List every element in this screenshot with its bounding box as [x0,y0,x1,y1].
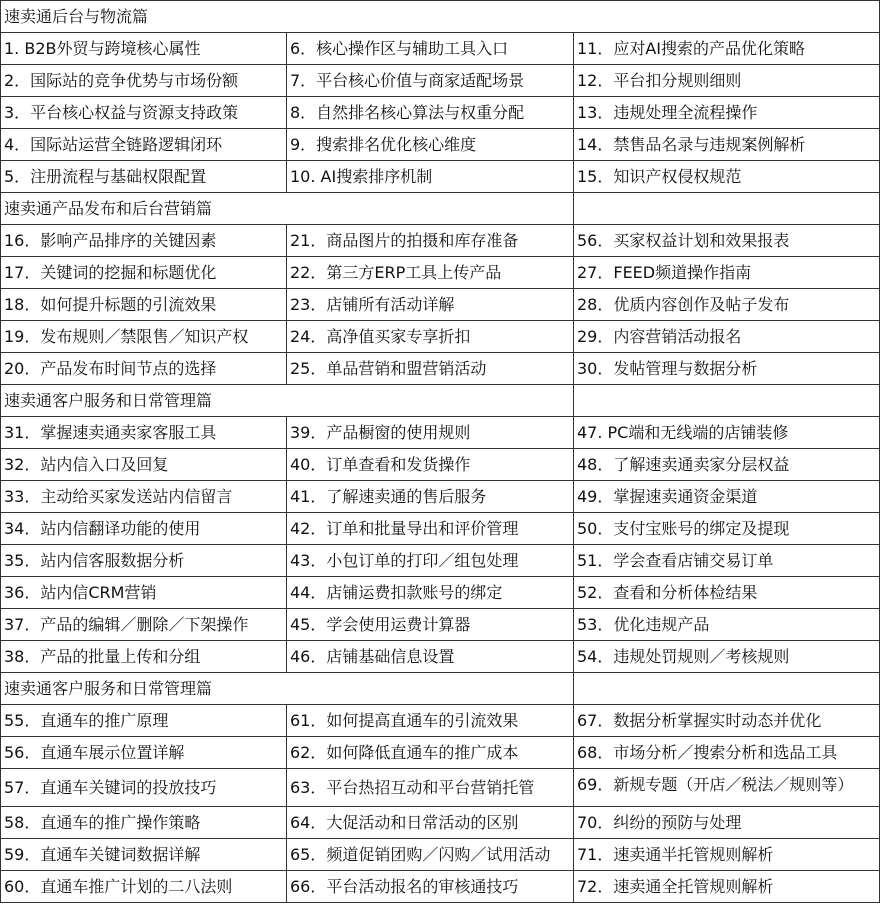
lesson-cell: 32．站内信入口及回复 [1,449,287,481]
section-title: 速卖通产品发布和后台营销篇 [1,193,574,225]
lesson-cell: 72．速卖通全托管规则解析 [574,871,880,903]
lesson-cell: 55．直通车的推广原理 [1,705,287,737]
lesson-cell: 50．支付宝账号的绑定及提现 [574,513,880,545]
lesson-cell: 4．国际站运营全链路逻辑闭环 [1,129,287,161]
lesson-cell: 48．了解速卖通卖家分层权益 [574,449,880,481]
lesson-cell: 29．内容营销活动报名 [574,321,880,353]
lesson-cell: 38．产品的批量上传和分组 [1,641,287,673]
section-header-row [1,385,880,417]
table-row [1,97,880,129]
table-row [1,481,880,513]
lesson-cell: 19．发布规则／禁限售／知识产权 [1,321,287,353]
lesson-cell: 3．平台核心权益与资源支持政策 [1,97,287,129]
table-row [1,839,880,871]
lesson-cell: 13．违规处理全流程操作 [574,97,880,129]
lesson-cell: 25．单品营销和盟营销活动 [287,353,574,385]
table-row [1,129,880,161]
lesson-cell: 46．店铺基础信息设置 [287,641,574,673]
lesson-cell: 35．站内信客服数据分析 [1,545,287,577]
lesson-cell: 20．产品发布时间节点的选择 [1,353,287,385]
table-row [1,321,880,353]
lesson-cell: 65．频道促销团购／闪购／试用活动 [287,839,574,871]
lesson-cell: 58．直通车的推广操作策略 [1,807,287,839]
lesson-cell: 18．如何提升标题的引流效果 [1,289,287,321]
lesson-cell: 5．注册流程与基础权限配置 [1,161,287,193]
section-title: 速卖通客户服务和日常管理篇 [1,673,574,705]
section-title: 速卖通客户服务和日常管理篇 [1,385,574,417]
lesson-cell: 45．学会使用运费计算器 [287,609,574,641]
lesson-cell: 36．站内信CRM营销 [1,577,287,609]
lesson-cell: 60．直通车推广计划的二八法则 [1,871,287,903]
lesson-cell: 1. B2B外贸与跨境核心属性 [1,33,287,65]
lesson-cell: 2．国际站的竞争优势与市场份额 [1,65,287,97]
lesson-cell: 33．主动给买家发送站内信留言 [1,481,287,513]
lesson-cell: 49．掌握速卖通资金渠道 [574,481,880,513]
lesson-cell: 54．违规处罚规则／考核规则 [574,641,880,673]
table-row [1,641,880,673]
lesson-cell: 68．市场分析／搜索分析和选品工具 [574,737,880,769]
table-row [1,225,880,257]
lesson-cell: 56．直通车展示位置详解 [1,737,287,769]
lesson-cell: 52．查看和分析体检结果 [574,577,880,609]
lesson-cell: 57．直通车关键词的投放技巧 [1,769,287,807]
empty-cell [574,673,880,705]
table-row [1,871,880,903]
lesson-cell: 44．店铺运费扣款账号的绑定 [287,577,574,609]
empty-cell [574,385,880,417]
lesson-cell [574,769,880,807]
lesson-cell: 63．平台热招互动和平台营销托管 [287,769,574,807]
lesson-cell: 12．平台扣分规则细则 [574,65,880,97]
lesson-cell: 47. PC端和无线端的店铺装修 [574,417,880,449]
lesson-cell: 31．掌握速卖通卖家客服工具 [1,417,287,449]
table-row [1,545,880,577]
lesson-cell: 24．高净值买家专享折扣 [287,321,574,353]
section-title: 速卖通后台与物流篇 [1,1,880,33]
lesson-cell: 27．FEED频道操作指南 [574,257,880,289]
lesson-cell: 42．订单和批量导出和评价管理 [287,513,574,545]
lesson-cell: 6．核心操作区与辅助工具入口 [287,33,574,65]
lesson-cell: 17．关键词的挖掘和标题优化 [1,257,287,289]
table-row [1,577,880,609]
section-header-row [1,673,880,705]
lesson-cell: 41．了解速卖通的售后服务 [287,481,574,513]
table-row [1,289,880,321]
table-row [1,65,880,97]
lesson-cell: 66．平台活动报名的审核通技巧 [287,871,574,903]
lesson-cell: 59．直通车关键词数据详解 [1,839,287,871]
lesson-cell: 21．商品图片的拍摄和库存准备 [287,225,574,257]
table-row [1,705,880,737]
lesson-cell: 56．买家权益计划和效果报表 [574,225,880,257]
lesson-cell: 61．如何提高直通车的引流效果 [287,705,574,737]
lesson-cell: 39．产品橱窗的使用规则 [287,417,574,449]
lesson-cell: 53．优化违规产品 [574,609,880,641]
section-header-row [1,1,880,33]
table-row [1,33,880,65]
lesson-cell: 34．站内信翻译功能的使用 [1,513,287,545]
lesson-cell: 62．如何降低直通车的推广成本 [287,737,574,769]
lesson-cell: 37．产品的编辑／删除／下架操作 [1,609,287,641]
lesson-cell: 71．速卖通半托管规则解析 [574,839,880,871]
lesson-cell: 51．学会查看店铺交易订单 [574,545,880,577]
table-row [1,807,880,839]
table-row [1,737,880,769]
lesson-cell: 11．应对AI搜索的产品优化策略 [574,33,880,65]
table-row [1,609,880,641]
table-row [1,353,880,385]
lesson-cell: 7．平台核心价值与商家适配场景 [287,65,574,97]
lesson-cell: 22．第三方ERP工具上传产品 [287,257,574,289]
lesson-cell: 23．店铺所有活动详解 [287,289,574,321]
table-row [1,449,880,481]
table-row [1,417,880,449]
lesson-cell: 10. AI搜索排序机制 [287,161,574,193]
lesson-cell: 30．发帖管理与数据分析 [574,353,880,385]
lesson-cell: 40．订单查看和发货操作 [287,449,574,481]
lesson-text: 69．新规专题（开店／税法／规则等） [577,775,854,794]
section-header-row [1,193,880,225]
table-row [1,513,880,545]
empty-cell [574,193,880,225]
table-row [1,257,880,289]
lesson-cell: 8．自然排名核心算法与权重分配 [287,97,574,129]
lesson-cell: 16．影响产品排序的关键因素 [1,225,287,257]
lesson-cell: 70．纠纷的预防与处理 [574,807,880,839]
table-row [1,769,880,807]
table-row [1,161,880,193]
lesson-cell: 43．小包订单的打印／组包处理 [287,545,574,577]
lesson-cell: 15．知识产权侵权规范 [574,161,880,193]
lesson-cell: 64．大促活动和日常活动的区别 [287,807,574,839]
lesson-cell: 28．优质内容创作及帖子发布 [574,289,880,321]
lesson-cell: 67．数据分析掌握实时动态并优化 [574,705,880,737]
lesson-cell: 14．禁售品名录与违规案例解析 [574,129,880,161]
lesson-cell: 9．搜索排名优化核心维度 [287,129,574,161]
